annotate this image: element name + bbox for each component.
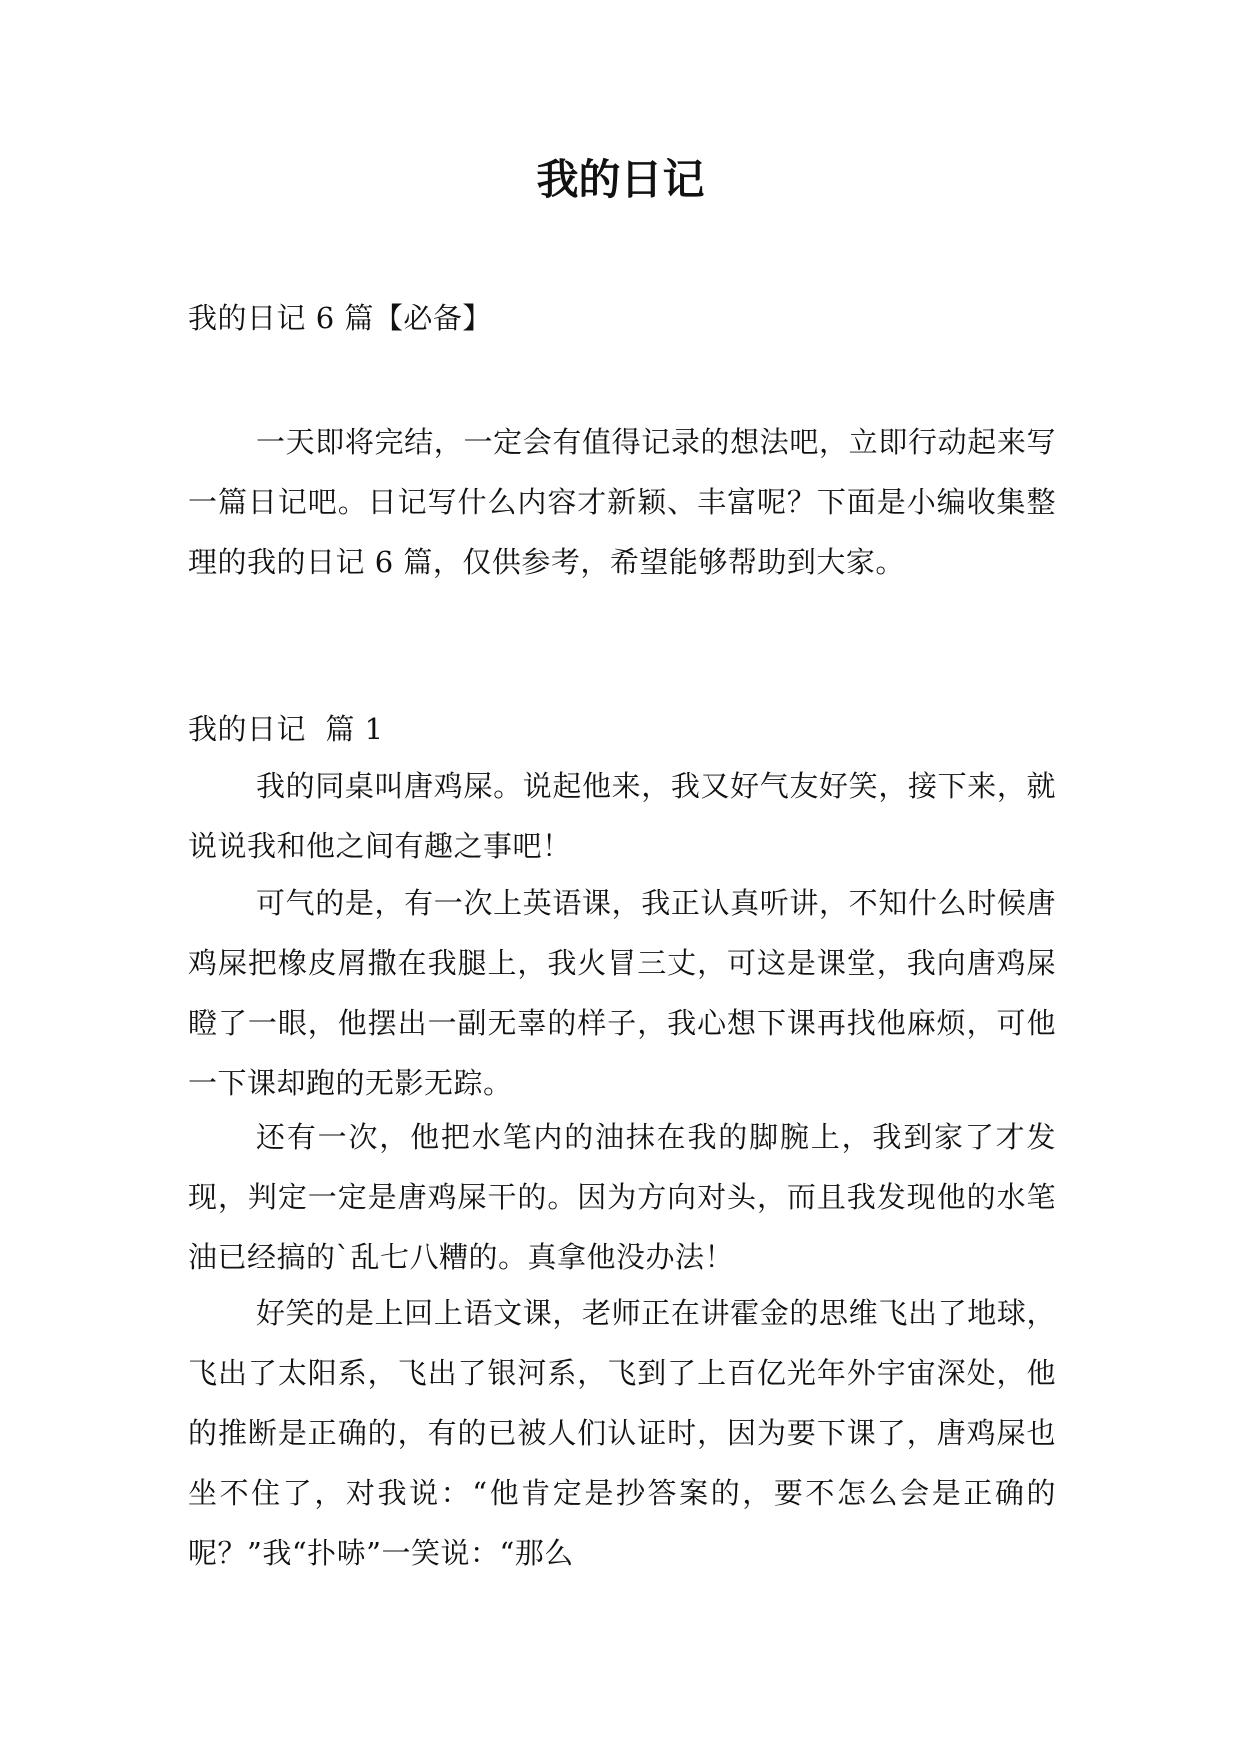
- body-paragraph: 我的同桌叫唐鸡屎。说起他来，我又好气友好笑，接下来，就说说我和他之间有趣之事吧！: [188, 769, 1056, 863]
- body-paragraph: 可气的是，有一次上英语课，我正认真听讲，不知什么时候唐鸡屎把橡皮屑撒在我腿上，我火冒三丈，可这是课堂，我向唐鸡屎瞪了一眼，他摆出一副无辜的样子，我心想下课再找他麻烦，可他一下课却跑的无影无踪。: [188, 886, 1056, 1100]
- document-title: 我的日记: [536, 155, 705, 204]
- document-subtitle: 我的日记 6 篇【必备】: [188, 301, 492, 335]
- section-heading: 我的日记 篇 1: [188, 712, 384, 746]
- body-paragraph: 还有一次，他把水笔内的油抹在我的脚腕上，我到家了才发现，判定一定是唐鸡屎干的。因为方向对头，而且我发现他的水笔油已经搞的`乱七八糟的。真拿他没办法！: [188, 1120, 1056, 1274]
- body-paragraph: 好笑的是上回上语文课，老师正在讲霍金的思维飞出了地球，飞出了太阳系，飞出了银河系，飞到了上百亿光年外宇宙深处，他的推断是正确的，有的已被人们认证时，因为要下课了，唐鸡屎也坐不住了，对我说：“他肯定是抄答案的，要不怎么会是正确的呢？”我“扑哧”一笑说：“那么: [188, 1296, 1056, 1570]
- intro-paragraph: 一天即将完结，一定会有值得记录的想法吧，立即行动起来写一篇日记吧。日记写什么内容才新颖、丰富呢？下面是小编收集整理的我的日记 6 篇，仅供参考，希望能够帮助到大家。: [188, 425, 1056, 579]
